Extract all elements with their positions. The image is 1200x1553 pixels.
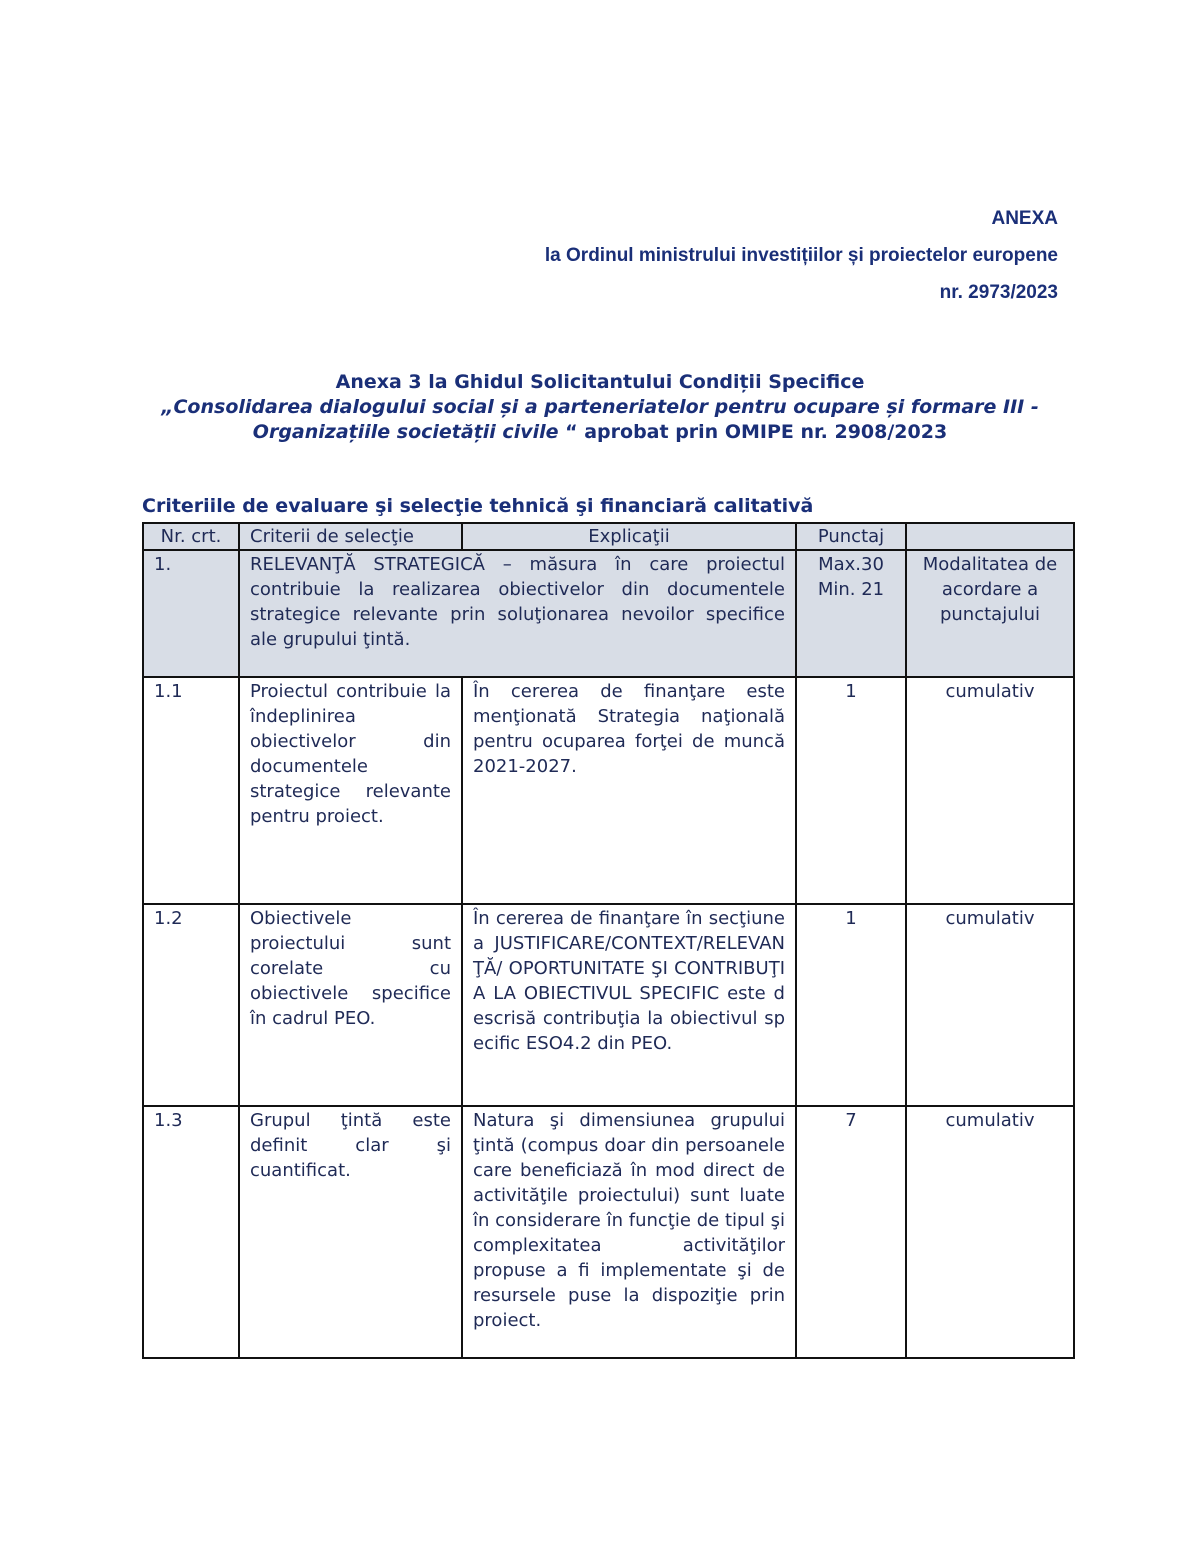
row-modalitate: cumulativ [906, 904, 1074, 1106]
title-line-2: „Consolidarea dialogului social și a parteneriatelor pentru ocupare și formare III - [161, 396, 1039, 418]
title-line-3 [140, 420, 1060, 445]
section-punctaj-max: Max.30 [818, 554, 884, 575]
header-nr: Nr. crt. [143, 523, 239, 550]
order-number: nr. 2973/2023 [939, 282, 1058, 303]
table-row [143, 1106, 1074, 1358]
title-line-3-rest: “ aprobat prin OMIPE nr. 2908/2023 [558, 421, 948, 443]
row-criteriu: Grupul ţintă este definit clar şi cuantificat. [239, 1106, 462, 1358]
title-line-1: Anexa 3 la Ghidul Solicitantului Condiții Specifice [335, 371, 865, 393]
section-nr: 1. [143, 550, 239, 677]
section-modalitate: Modalitatea de acordare a punctajului [906, 550, 1074, 677]
row-criteriu: Proiectul contribuie la îndeplinirea obiectivelor din documentele strategice relevante pentru proiect. [239, 677, 462, 904]
row-punctaj: 1 [796, 904, 906, 1106]
header-criterii: Criterii de selecţie [239, 523, 462, 550]
row-explicatie: În cererea de finanţare în secţiunea JUSTIFICARE/CONTEXT/RELEVANŢĂ/ OPORTUNITATE ŞI CONTRIBUŢIA LA OBIECTIVUL SPECIFIC este descrisă contribuţia la obiectivul specific ESO4.2 din PEO. [462, 904, 796, 1106]
table-row [143, 904, 1074, 1106]
annex-label: ANEXA [991, 208, 1058, 229]
row-nr: 1.3 [143, 1106, 239, 1358]
order-reference: la Ordinul ministrului investițiilor și proiectelor europene [544, 245, 1058, 266]
row-punctaj: 7 [796, 1106, 906, 1358]
section-punctaj [796, 550, 906, 677]
section-title: Criteriile de evaluare şi selecţie tehnică şi financiară calitativă [142, 495, 814, 517]
row-nr: 1.1 [143, 677, 239, 904]
title-line-3-italic: Organizațiile societății civile [252, 421, 559, 443]
header-explicatii: Explicaţii [462, 523, 796, 550]
row-modalitate: cumulativ [906, 677, 1074, 904]
row-criteriu: Obiectivele proiectului sunt corelate cu obiectivele specifice în cadrul PEO. [239, 904, 462, 1106]
document-title [140, 370, 1060, 445]
table-section-row [143, 550, 1074, 677]
section-punctaj-min: Min. 21 [817, 579, 885, 600]
header-empty [906, 523, 1074, 550]
row-explicatie: Natura şi dimensiunea grupului ţintă (compus doar din persoanele care beneficiază în mod direct de activităţile proiectului) sunt luate în considerare în funcţie de tipul şi complexitatea activităţilor propuse a fi implementate şi de resursele puse la dispoziţie prin proiect. [462, 1106, 796, 1358]
annex-header [545, 200, 1058, 311]
row-punctaj: 1 [796, 677, 906, 904]
row-modalitate: cumulativ [906, 1106, 1074, 1358]
row-nr: 1.2 [143, 904, 239, 1106]
row-explicatie: În cererea de finanţare este menţionată Strategia naţională pentru ocuparea forţei de muncă 2021-2027. [462, 677, 796, 904]
section-text: RELEVANŢĂ STRATEGICĂ – măsura în care proiectul contribuie la realizarea obiectivelor din documentele strategice relevante prin soluţionarea nevoilor specifice ale grupului ţintă. [239, 550, 796, 677]
table-row [143, 677, 1074, 904]
criteria-table [142, 522, 1075, 1359]
header-punctaj: Punctaj [796, 523, 906, 550]
table-header-row [143, 523, 1074, 550]
